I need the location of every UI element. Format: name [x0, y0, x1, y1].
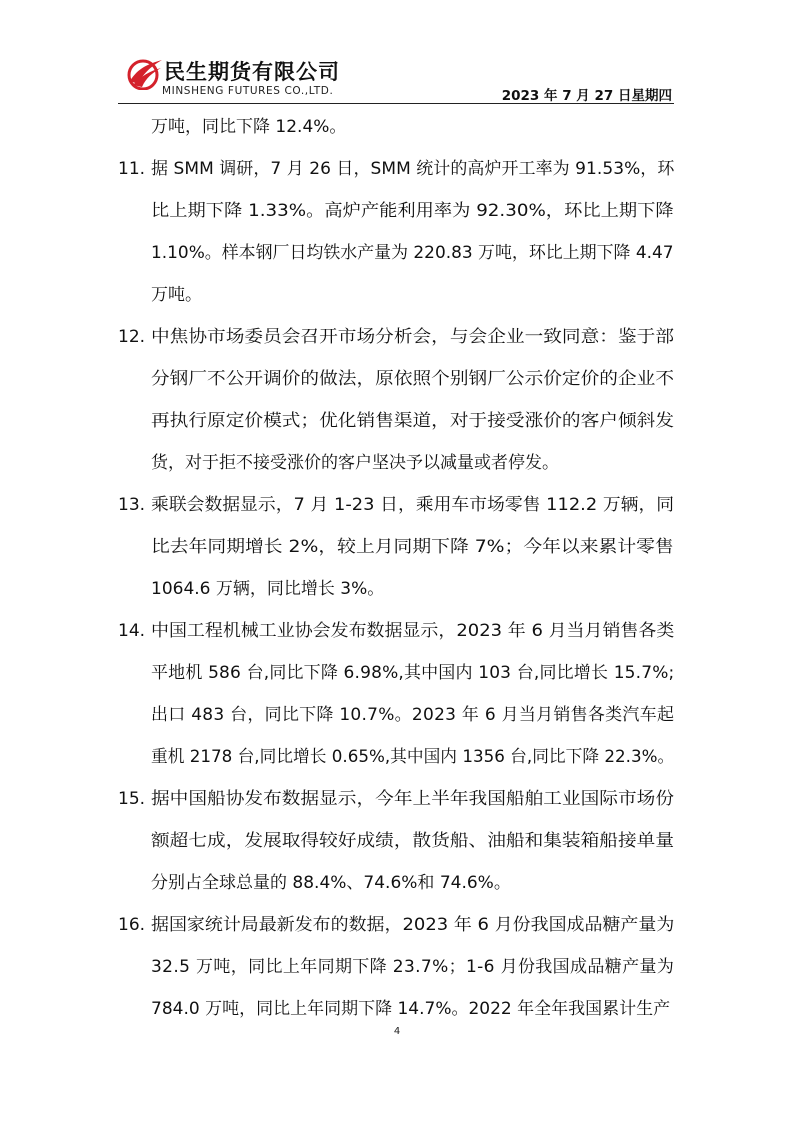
item-number: 14. [118, 621, 146, 641]
company-name-english: MINSHENG FUTURES CO.,LTD. [162, 85, 334, 97]
item-number: 15. [118, 789, 146, 809]
paragraph-line: 1.10%。样本钢厂日均铁水产量为 220.83 万吨，环比上期下降 4.47 [151, 243, 674, 263]
paragraph-line: 中国工程机械工业协会发布数据显示，2023 年 6 月当月销售各类 [151, 621, 675, 641]
minsheng-logo-icon [124, 56, 164, 90]
paragraph-line: 平地机 586 台,同比下降 6.98%,其中国内 103 台,同比增长 15.7%; [151, 663, 675, 683]
paragraph-line: 万吨，同比下降 12.4%。 [151, 117, 347, 137]
item-number: 16. [118, 915, 146, 935]
paragraph-line: 重机 2178 台,同比增长 0.65%,其中国内 1356 台,同比下降 22.3%。 [151, 747, 675, 767]
item-number: 11. [118, 159, 146, 179]
paragraph-line: 比去年同期增长 2%，较上月同期下降 7%；今年以来累计零售 [151, 537, 674, 557]
header-divider [118, 103, 674, 104]
paragraph-line: 乘联会数据显示，7 月 1-23 日，乘用车市场零售 112.2 万辆，同 [151, 495, 675, 515]
paragraph-line: 1064.6 万辆，同比增长 3%。 [151, 579, 385, 599]
paragraph-line: 据中国船协发布数据显示，今年上半年我国船舶工业国际市场份 [151, 789, 674, 809]
item-number: 12. [118, 327, 146, 347]
paragraph-line: 据国家统计局最新发布的数据，2023 年 6 月份我国成品糖产量为 [151, 915, 675, 935]
paragraph-line: 784.0 万吨，同比上年同期下降 14.7%。2022 年全年我国累计生产 [151, 999, 671, 1019]
paragraph-line: 再执行原定价模式；优化销售渠道，对于接受涨价的客户倾斜发 [151, 411, 674, 431]
paragraph-line: 据 SMM 调研，7 月 26 日，SMM 统计的高炉开工率为 91.53%，环 [151, 159, 675, 179]
paragraph-line: 比上期下降 1.33%。高炉产能利用率为 92.30%，环比上期下降 [151, 201, 674, 221]
paragraph-line: 分别占全球总量的 88.4%、74.6%和 74.6%。 [151, 873, 511, 893]
page-header [118, 48, 674, 106]
paragraph-line: 出口 483 台，同比下降 10.7%。2023 年 6 月当月销售各类汽车起 [151, 705, 675, 725]
item-number: 13. [118, 495, 146, 515]
paragraph-line: 货，对于拒不接受涨价的客户坚决予以减量或者停发。 [151, 453, 559, 473]
header-date: 2023 年 7 月 27 日星期四 [501, 88, 672, 104]
paragraph-line: 分钢厂不公开调价的做法，原依照个别钢厂公示价定价的企业不 [151, 369, 674, 389]
paragraph-line: 中焦协市场委员会召开市场分析会，与会企业一致同意：鉴于部 [151, 327, 674, 347]
paragraph-line: 万吨。 [151, 285, 202, 305]
company-name-chinese: 民生期货有限公司 [164, 60, 340, 84]
page-number: 4 [393, 1026, 401, 1037]
paragraph-line: 额超七成，发展取得较好成绩，散货船、油船和集装箱船接单量 [151, 831, 674, 851]
paragraph-line: 32.5 万吨，同比上年同期下降 23.7%；1-6 月份我国成品糖产量为 [151, 957, 675, 977]
